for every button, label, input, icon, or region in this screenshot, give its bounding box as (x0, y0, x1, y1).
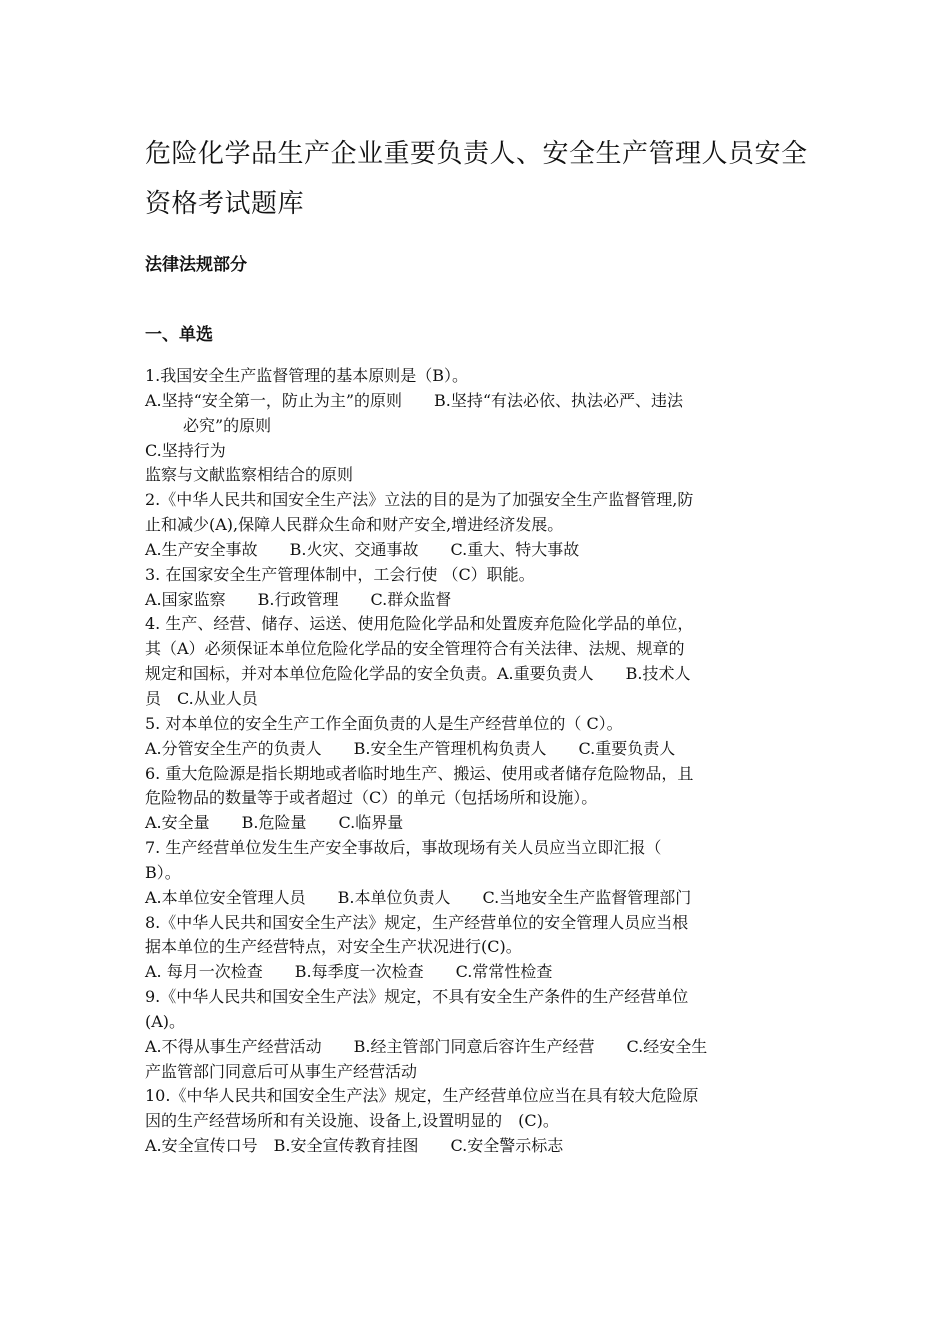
text-line: 2.《中华人民共和国安全生产法》立法的目的是为了加强安全生产监督管理,防 (145, 490, 694, 510)
text-line: B）。 (145, 862, 181, 882)
text-line: A. 每月一次检查 B.每季度一次检查 C.常常性检查 (145, 962, 553, 982)
text-line: 3. 在国家安全生产管理体制中，工会行使 （C）职能。 (145, 564, 535, 584)
text-line: 1.我国安全生产监督管理的基本原则是（B）。 (145, 366, 469, 385)
text-line: 10.《中华人民共和国安全生产法》规定，生产经营单位应当在具有较大危险原 (145, 1086, 699, 1106)
text-line: 5. 对本单位的安全生产工作全面负责的人是生产经营单位的（ C）。 (145, 713, 623, 733)
text-line: A.分管安全生产的负责人 B.安全生产管理机构负责人 C.重要负责人 (145, 738, 676, 758)
text-line: A.坚持“安全第一，防止为主”的原则 B.坚持“有法必依、执法必严、违法 (145, 390, 684, 410)
text-line: 8.《中华人民共和国安全生产法》规定，生产经营单位的安全管理人员应当根 (145, 912, 689, 932)
text-line: 员 C.从业人员 (145, 688, 258, 708)
question-list (145, 364, 805, 1159)
text-line: 产监管部门同意后可从事生产经营活动 (145, 1061, 418, 1081)
text-line: 因的生产经营场所和有关设施、设备上,设置明显的 (C)。 (145, 1111, 559, 1131)
text-line: 必究”的原则 (183, 415, 272, 435)
text-line: 6. 重大危险源是指长期地或者临时地生产、搬运、使用或者储存危险物品，且 (145, 763, 694, 783)
text-line: A.安全宣传口号 B.安全宣传教育挂图 C.安全警示标志 (145, 1136, 564, 1156)
text-line: A.生产安全事故 B.火灾、交通事故 C.重大、特大事故 (145, 539, 580, 559)
text-line: A.国家监察 B.行政管理 C.群众监督 (145, 589, 452, 609)
text-line: A.不得从事生产经营活动 B.经主管部门同意后容许生产经营 C.经安全生 (145, 1036, 708, 1056)
text-line: 其（A）必须保证本单位危险化学品的安全管理符合有关法律、法规、规章的 (145, 639, 685, 659)
text-line: 危险物品的数量等于或者超过（C）的单元（包括场所和设施）。 (145, 788, 598, 808)
document-title-line-2: 资格考试题库 (145, 189, 305, 219)
text-line: C.坚持行为 (145, 440, 226, 460)
text-line: 据本单位的生产经营特点，对安全生产状况进行(C)。 (145, 937, 522, 957)
subsection-heading: 一、单选 (145, 325, 213, 345)
text-line: 规定和国标，并对本单位危险化学品的安全负责。A.重要负责人 B.技术人 (145, 664, 691, 684)
text-line: (A)。 (145, 1011, 186, 1031)
section-heading: 法律法规部分 (145, 255, 247, 275)
text-line: 监察与文献监察相结合的原则 (145, 465, 354, 485)
text-line: A.安全量 B.危险量 C.临界量 (145, 813, 404, 833)
text-line: 9.《中华人民共和国安全生产法》规定，不具有安全生产条件的生产经营单位 (145, 987, 689, 1007)
text-line: 4. 生产、经营、储存、运送、使用危险化学品和处置废弃危险化学品的单位， (145, 614, 694, 634)
text-line: A.本单位安全管理人员 B.本单位负责人 C.当地安全生产监督管理部门 (145, 887, 692, 907)
document-title-line-1: 危险化学品生产企业重要负责人、安全生产管理人员安全 (145, 139, 808, 169)
text-line: 止和减少(A),保障人民群众生命和财产安全,增进经济发展。 (145, 515, 564, 535)
text-line: 7. 生产经营单位发生生产安全事故后，事故现场有关人员应当立即汇报（ (145, 838, 662, 858)
